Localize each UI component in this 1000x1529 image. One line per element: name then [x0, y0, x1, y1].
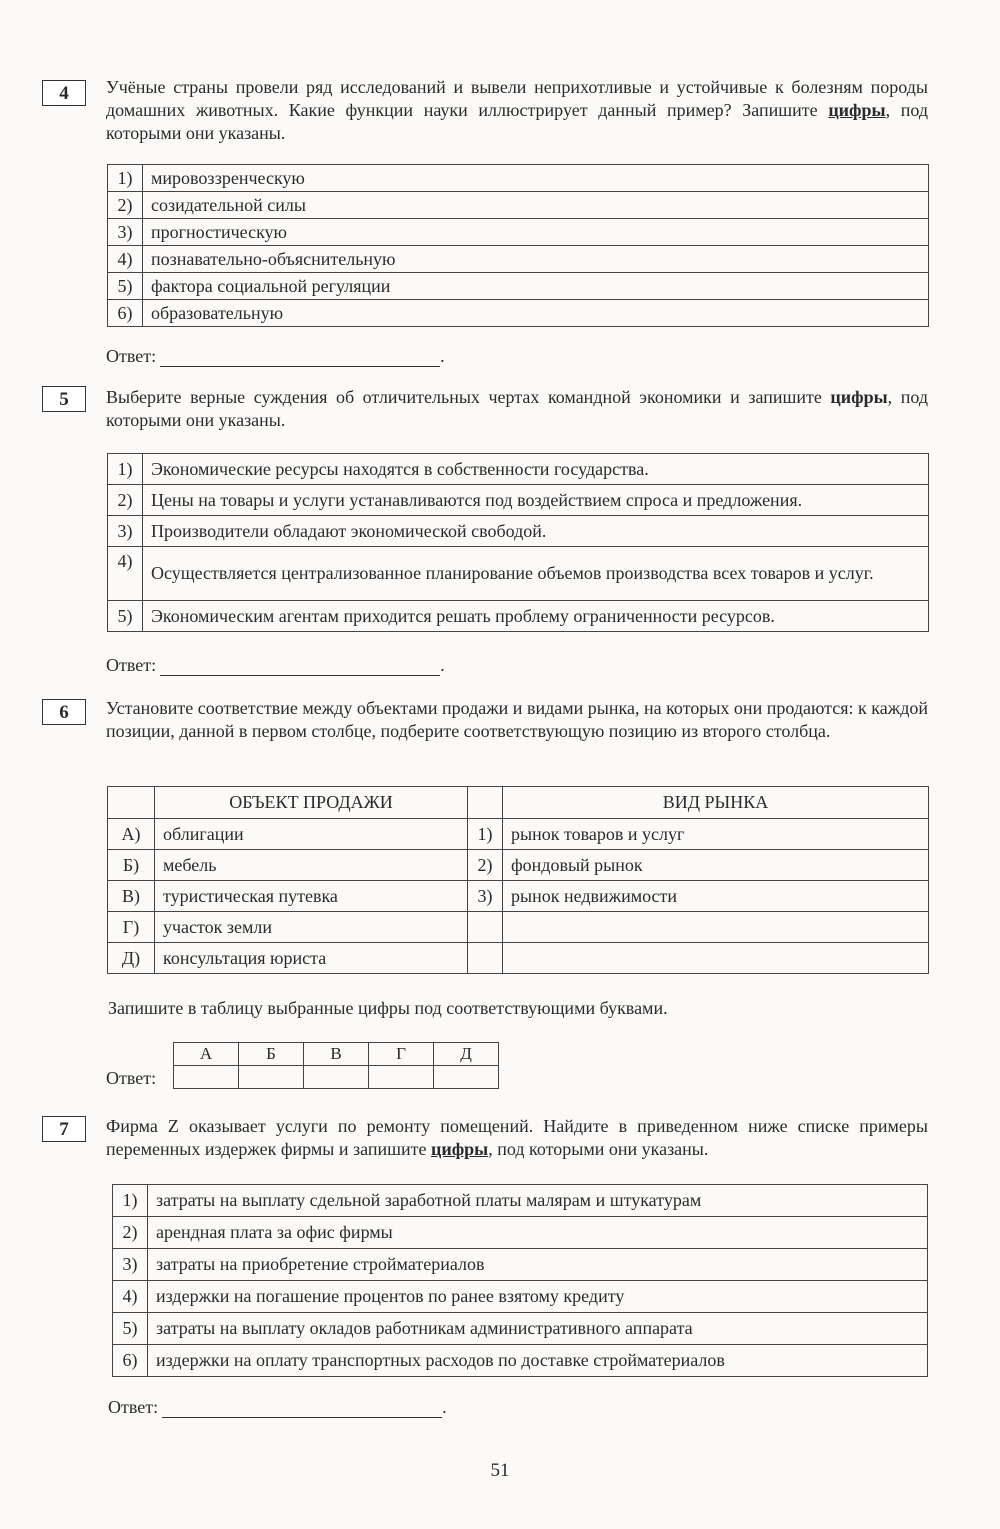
- left-letter: Д): [108, 943, 155, 974]
- left-item: участок земли: [155, 912, 468, 943]
- answer-letter: Г: [369, 1043, 434, 1066]
- right-number: 1): [468, 819, 503, 850]
- left-item: консультация юриста: [155, 943, 468, 974]
- task-6-answer-label: Ответ:: [106, 1068, 157, 1088]
- option-text: затраты на приобретение стройматериалов: [148, 1249, 928, 1281]
- task-7-bold: цифры: [430, 1139, 489, 1159]
- left-letter: А): [108, 819, 155, 850]
- task-5-bold: цифры: [830, 387, 888, 407]
- right-item: рынок товаров и услуг: [503, 819, 929, 850]
- option-text: затраты на выплату сдельной заработной платы малярам и штукатурам: [148, 1185, 928, 1217]
- answer-label: Ответ:: [106, 655, 157, 675]
- task-6-answer-table: [173, 1042, 499, 1089]
- task-6-match-table: [107, 786, 929, 974]
- option-text: издержки на погашение процентов по ранее взятому кредиту: [148, 1281, 928, 1313]
- left-letter: Б): [108, 850, 155, 881]
- option-text: Производители обладают экономической свободой.: [143, 516, 929, 547]
- left-letter: В): [108, 881, 155, 912]
- left-item: туристическая путевка: [155, 881, 468, 912]
- task-4-number: 4: [42, 80, 86, 106]
- answer-letter: Б: [239, 1043, 304, 1066]
- answer-cell[interactable]: [304, 1066, 369, 1089]
- option-number: 4): [108, 246, 143, 273]
- right-number: 3): [468, 881, 503, 912]
- empty-cell: [468, 943, 503, 974]
- task-5-question: [106, 386, 928, 432]
- task-5-options-table: [107, 453, 929, 632]
- right-item: рынок недвижимости: [503, 881, 929, 912]
- option-number: 3): [113, 1249, 148, 1281]
- answer-input-line[interactable]: [160, 657, 440, 676]
- empty-cell: [503, 943, 929, 974]
- task-7-answer: Ответ: .: [108, 1397, 447, 1417]
- option-number: 5): [108, 273, 143, 300]
- option-number: 3): [108, 516, 143, 547]
- answer-label: Ответ:: [108, 1397, 159, 1417]
- option-number: 2): [113, 1217, 148, 1249]
- task-6-question: Установите соответствие между объектами продажи и видами рынка, на которых они продаются: к каждой позиции, данной в первом столбце, подберите соответствующую позицию из второго столбца.: [106, 698, 928, 741]
- task-4-question: [106, 76, 928, 145]
- option-number: 1): [108, 454, 143, 485]
- empty-cell: [503, 912, 929, 943]
- answer-cell[interactable]: [174, 1066, 239, 1089]
- col-header-market: ВИД РЫНКА: [503, 787, 929, 819]
- task-5-text-end: , под которыми они указаны.: [106, 387, 928, 430]
- option-number: 1): [108, 165, 143, 192]
- task-5-number: 5: [42, 386, 86, 412]
- header-empty-cell: [468, 787, 503, 819]
- option-text: прогностическую: [143, 219, 929, 246]
- answer-letter: А: [174, 1043, 239, 1066]
- answer-cell[interactable]: [434, 1066, 499, 1089]
- option-number: 6): [108, 300, 143, 327]
- left-letter: Г): [108, 912, 155, 943]
- task-4-options-table: [107, 164, 929, 327]
- col-header-object: ОБЪЕКТ ПРОДАЖИ: [155, 787, 468, 819]
- option-text: Экономическим агентам приходится решать проблему ограниченности ресурсов.: [143, 601, 929, 632]
- answer-input-line[interactable]: [162, 1399, 442, 1418]
- option-number: 5): [108, 601, 143, 632]
- task-7-options-table: [112, 1184, 928, 1377]
- right-item: фондовый рынок: [503, 850, 929, 881]
- option-number: 1): [113, 1185, 148, 1217]
- left-item: мебель: [155, 850, 468, 881]
- task-7-number: 7: [42, 1116, 86, 1142]
- option-number: 5): [113, 1313, 148, 1345]
- option-number: 2): [108, 485, 143, 516]
- answer-cell[interactable]: [239, 1066, 304, 1089]
- option-number: 6): [113, 1345, 148, 1377]
- option-text: затраты на выплату окладов работникам административного аппарата: [148, 1313, 928, 1345]
- option-text: познавательно-объяснительную: [143, 246, 929, 273]
- task-5-answer: Ответ: .: [106, 655, 445, 675]
- answer-letter: В: [304, 1043, 369, 1066]
- task-7-question: [106, 1115, 928, 1161]
- option-number: 3): [108, 219, 143, 246]
- answer-input-line[interactable]: [160, 348, 440, 367]
- answer-cell[interactable]: [369, 1066, 434, 1089]
- option-text: образовательную: [143, 300, 929, 327]
- task-4-text-end: , под которыми они указаны.: [106, 100, 928, 143]
- answer-label: Ответ:: [106, 346, 157, 366]
- option-text: Осуществляется централизованное планирование объемов производства всех товаров и услуг.: [143, 547, 929, 601]
- option-text: мировоззренческую: [143, 165, 929, 192]
- option-number: 4): [108, 547, 143, 601]
- option-text: созидательной силы: [143, 192, 929, 219]
- option-text: арендная плата за офис фирмы: [148, 1217, 928, 1249]
- left-item: облигации: [155, 819, 468, 850]
- task-4-answer: Ответ: .: [106, 346, 445, 366]
- option-text: Цены на товары и услуги устанавливаются под воздействием спроса и предложения.: [143, 485, 929, 516]
- page-number: 51: [490, 1460, 510, 1481]
- option-text: фактора социальной регуляции: [143, 273, 929, 300]
- right-number: 2): [468, 850, 503, 881]
- task-5-text: Выберите верные суждения об отличительных чертах командной экономики и запишите: [106, 387, 831, 407]
- header-empty-cell: [108, 787, 155, 819]
- task-7-text: Фирма Z оказывает услуги по ремонту помещений. Найдите в приведенном ниже списке примеры переменных издержек фирмы и запишите: [106, 1116, 928, 1159]
- option-number: 4): [113, 1281, 148, 1313]
- task-6-number: 6: [42, 699, 86, 725]
- task-6-note: Запишите в таблицу выбранные цифры под соответствующими буквами.: [108, 998, 668, 1018]
- answer-letter: Д: [434, 1043, 499, 1066]
- option-text: издержки на оплату транспортных расходов по доставке стройматериалов: [148, 1345, 928, 1377]
- option-text: Экономические ресурсы находятся в собственности государства.: [143, 454, 929, 485]
- option-number: 2): [108, 192, 143, 219]
- task-4-bold: цифры: [828, 100, 886, 120]
- task-4-text: Учёные страны провели ряд исследований и вывели неприхотливые и устойчивые к болезням породы домашних животных. Какие функции науки иллюстрирует данный пример? Запишите: [106, 77, 928, 120]
- empty-cell: [468, 912, 503, 943]
- task-7-text-end: , под которыми они указаны.: [488, 1139, 709, 1159]
